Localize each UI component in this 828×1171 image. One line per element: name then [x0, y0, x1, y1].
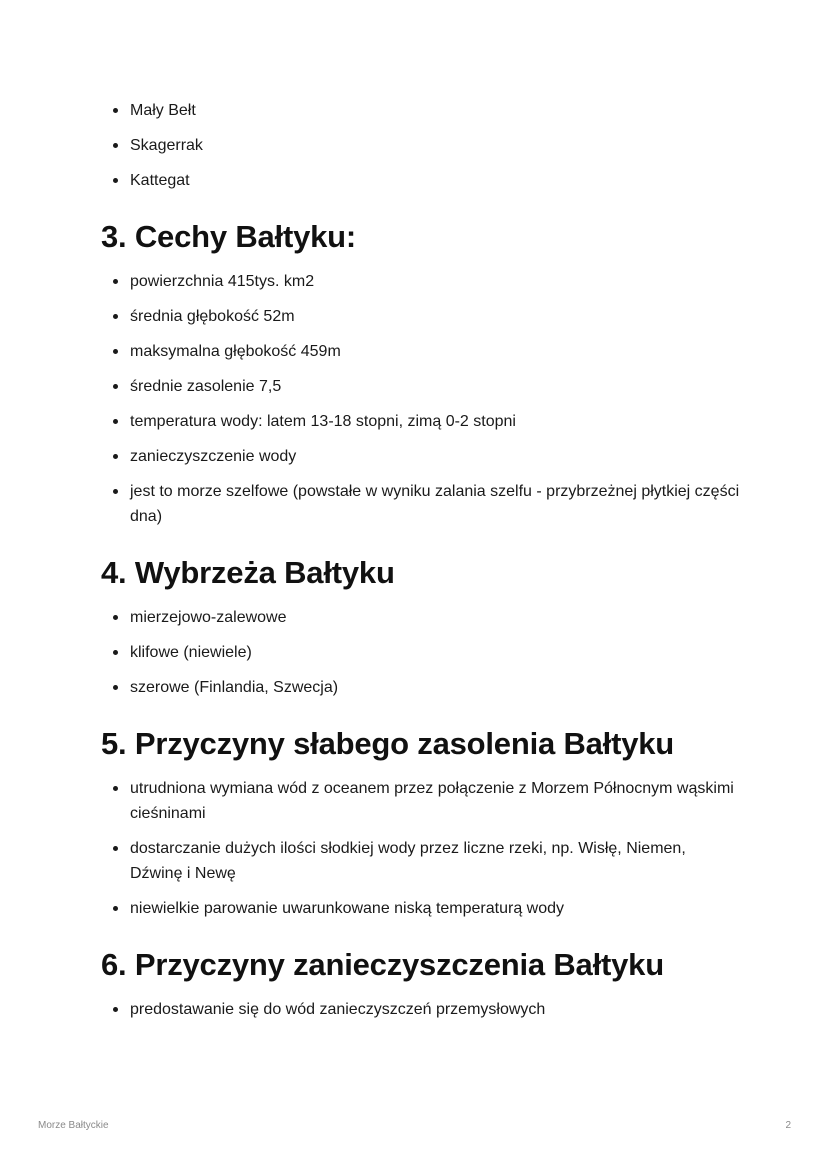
- list-item: niewielkie parowanie uwarunkowane niską temperaturą wody: [101, 896, 741, 921]
- list-item: średnie zasolenie 7,5: [101, 374, 741, 399]
- section-heading: 4. Wybrzeża Bałtyku: [101, 555, 395, 590]
- list-item: Kattegat: [101, 168, 741, 193]
- section-cechy: [101, 217, 741, 529]
- list-item: predostawanie się do wód zanieczyszczeń przemysłowych: [101, 997, 741, 1022]
- list-item: średnia głębokość 52m: [101, 304, 741, 329]
- page-number: 2: [785, 1120, 791, 1131]
- list-item: klifowe (niewiele): [101, 640, 741, 665]
- section-heading: 3. Cechy Bałtyku:: [101, 219, 357, 254]
- section-heading: 5. Przyczyny słabego zasolenia Bałtyku: [101, 726, 675, 761]
- intro-list: [101, 98, 741, 193]
- list-item: zanieczyszczenie wody: [101, 444, 741, 469]
- list-item: utrudniona wymiana wód z oceanem przez połączenie z Morzem Północnym wąskimi cieśninami: [101, 776, 741, 826]
- list-item: Skagerrak: [101, 133, 741, 158]
- list-item: dostarczanie dużych ilości słodkiej wody przez liczne rzeki, np. Wisłę, Niemen, Dźwinę i Newę: [101, 836, 741, 886]
- list-item: jest to morze szelfowe (powstałe w wyniku zalania szelfu - przybrzeżnej płytkiej części dna): [101, 479, 741, 529]
- section-list: [101, 997, 741, 1022]
- list-item: temperatura wody: latem 13-18 stopni, zimą 0-2 stopni: [101, 409, 741, 434]
- section-list: [101, 776, 741, 921]
- list-item: szerowe (Finlandia, Szwecja): [101, 675, 741, 700]
- section-zanieczyszczenie: [101, 945, 741, 1022]
- footer-title: Morze Bałtyckie: [38, 1120, 109, 1131]
- list-item: maksymalna głębokość 459m: [101, 339, 741, 364]
- section-wybrzeza: [101, 553, 741, 700]
- list-item: powierzchnia 415tys. km2: [101, 269, 741, 294]
- section-list: [101, 605, 741, 700]
- section-list: [101, 269, 741, 529]
- section-heading: 6. Przyczyny zanieczyszczenia Bałtyku: [101, 947, 664, 982]
- list-item: mierzejowo-zalewowe: [101, 605, 741, 630]
- section-zasolenie: [101, 724, 741, 921]
- page-content: [101, 98, 741, 1032]
- list-item: Mały Bełt: [101, 98, 741, 123]
